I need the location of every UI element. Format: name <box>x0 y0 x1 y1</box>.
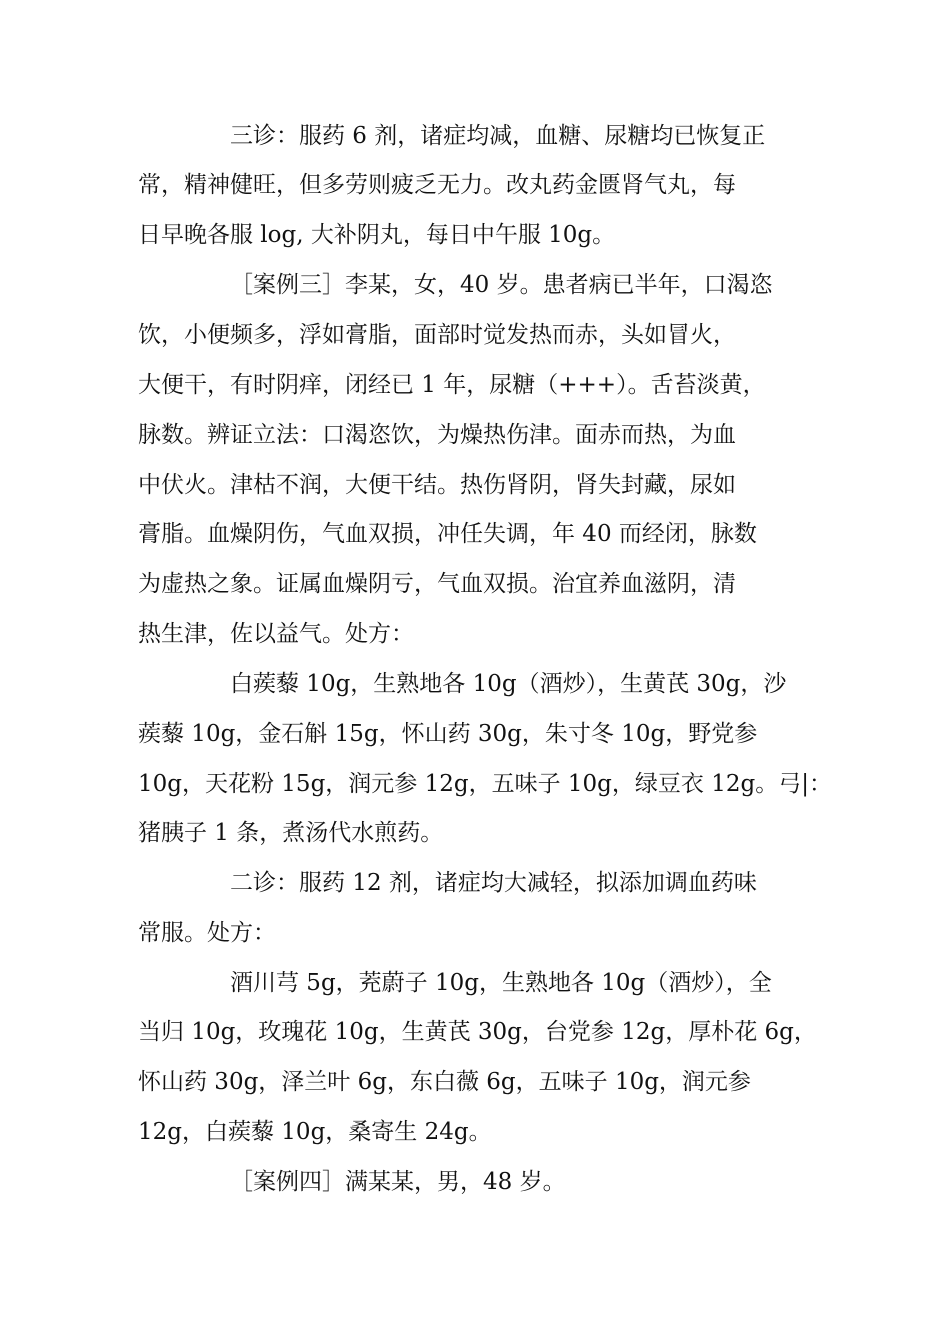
paragraph-line: 饮，小便频多，浮如膏脂，面部时觉发热而赤，头如冒火， <box>138 322 736 348</box>
paragraph-line: 常服。处方： <box>138 920 276 946</box>
paragraph-line: ［案例三］李某，女，40 岁。患者病已半年，口渴恣 <box>230 272 773 298</box>
paragraph-line: 10g，天花粉 15g，润元参 12g，五味子 10g，绿豆衣 12g。弓|： <box>138 771 832 797</box>
paragraph-line: 怀山药 30g，泽兰叶 6g，东白薇 6g，五味子 10g，润元参 <box>138 1069 751 1095</box>
paragraph-line: 三诊：服药 6 剂，诸症均减，血糖、尿糖均已恢复正 <box>230 123 766 149</box>
paragraph-line: 12g，白蒺藜 10g，桑寄生 24g。 <box>138 1119 492 1145</box>
paragraph-line: 为虚热之象。证属血燥阴亏，气血双损。治宜养血滋阴，清 <box>138 571 736 597</box>
paragraph-line: 大便干，有时阴痒，闭经已 1 年，尿糖（+++）。舌苔淡黄， <box>138 372 766 398</box>
paragraph-line: 酒川芎 5g，茺蔚子 10g，生熟地各 10g（酒炒），全 <box>230 970 772 996</box>
paragraph-line: 常，精神健旺，但多劳则疲乏无力。改丸药金匮肾气丸，每 <box>138 172 736 198</box>
paragraph-line: 热生津，佐以益气。处方： <box>138 621 414 647</box>
paragraph-line: 膏脂。血燥阴伤，气血双损，冲任失调，年 40 而经闭，脉数 <box>138 521 757 547</box>
paragraph-line: 二诊：服药 12 剂，诸症均大减轻，拟添加调血药味 <box>230 870 757 896</box>
paragraph-line: 蒺藜 10g，金石斛 15g，怀山药 30g，朱寸冬 10g，野党参 <box>138 721 758 747</box>
paragraph-line: 白蒺藜 10g，生熟地各 10g（酒炒），生黄芪 30g，沙 <box>230 671 787 697</box>
paragraph-line: 猪胰子 1 条，煮汤代水煎药。 <box>138 820 444 846</box>
paragraph-line: 日早晚各服 log, 大补阴丸，每日中午服 10g。 <box>138 222 616 248</box>
paragraph-line: 中伏火。津枯不润，大便干结。热伤肾阴，肾失封藏，尿如 <box>138 472 736 498</box>
paragraph-line: 脉数。辨证立法：口渴恣饮，为燥热伤津。面赤而热，为血 <box>138 422 736 448</box>
paragraph-line: ［案例四］满某某，男，48 岁。 <box>230 1169 566 1195</box>
paragraph-line: 当归 10g，玫瑰花 10g，生黄芪 30g，台党参 12g，厚朴花 6g， <box>138 1019 817 1045</box>
